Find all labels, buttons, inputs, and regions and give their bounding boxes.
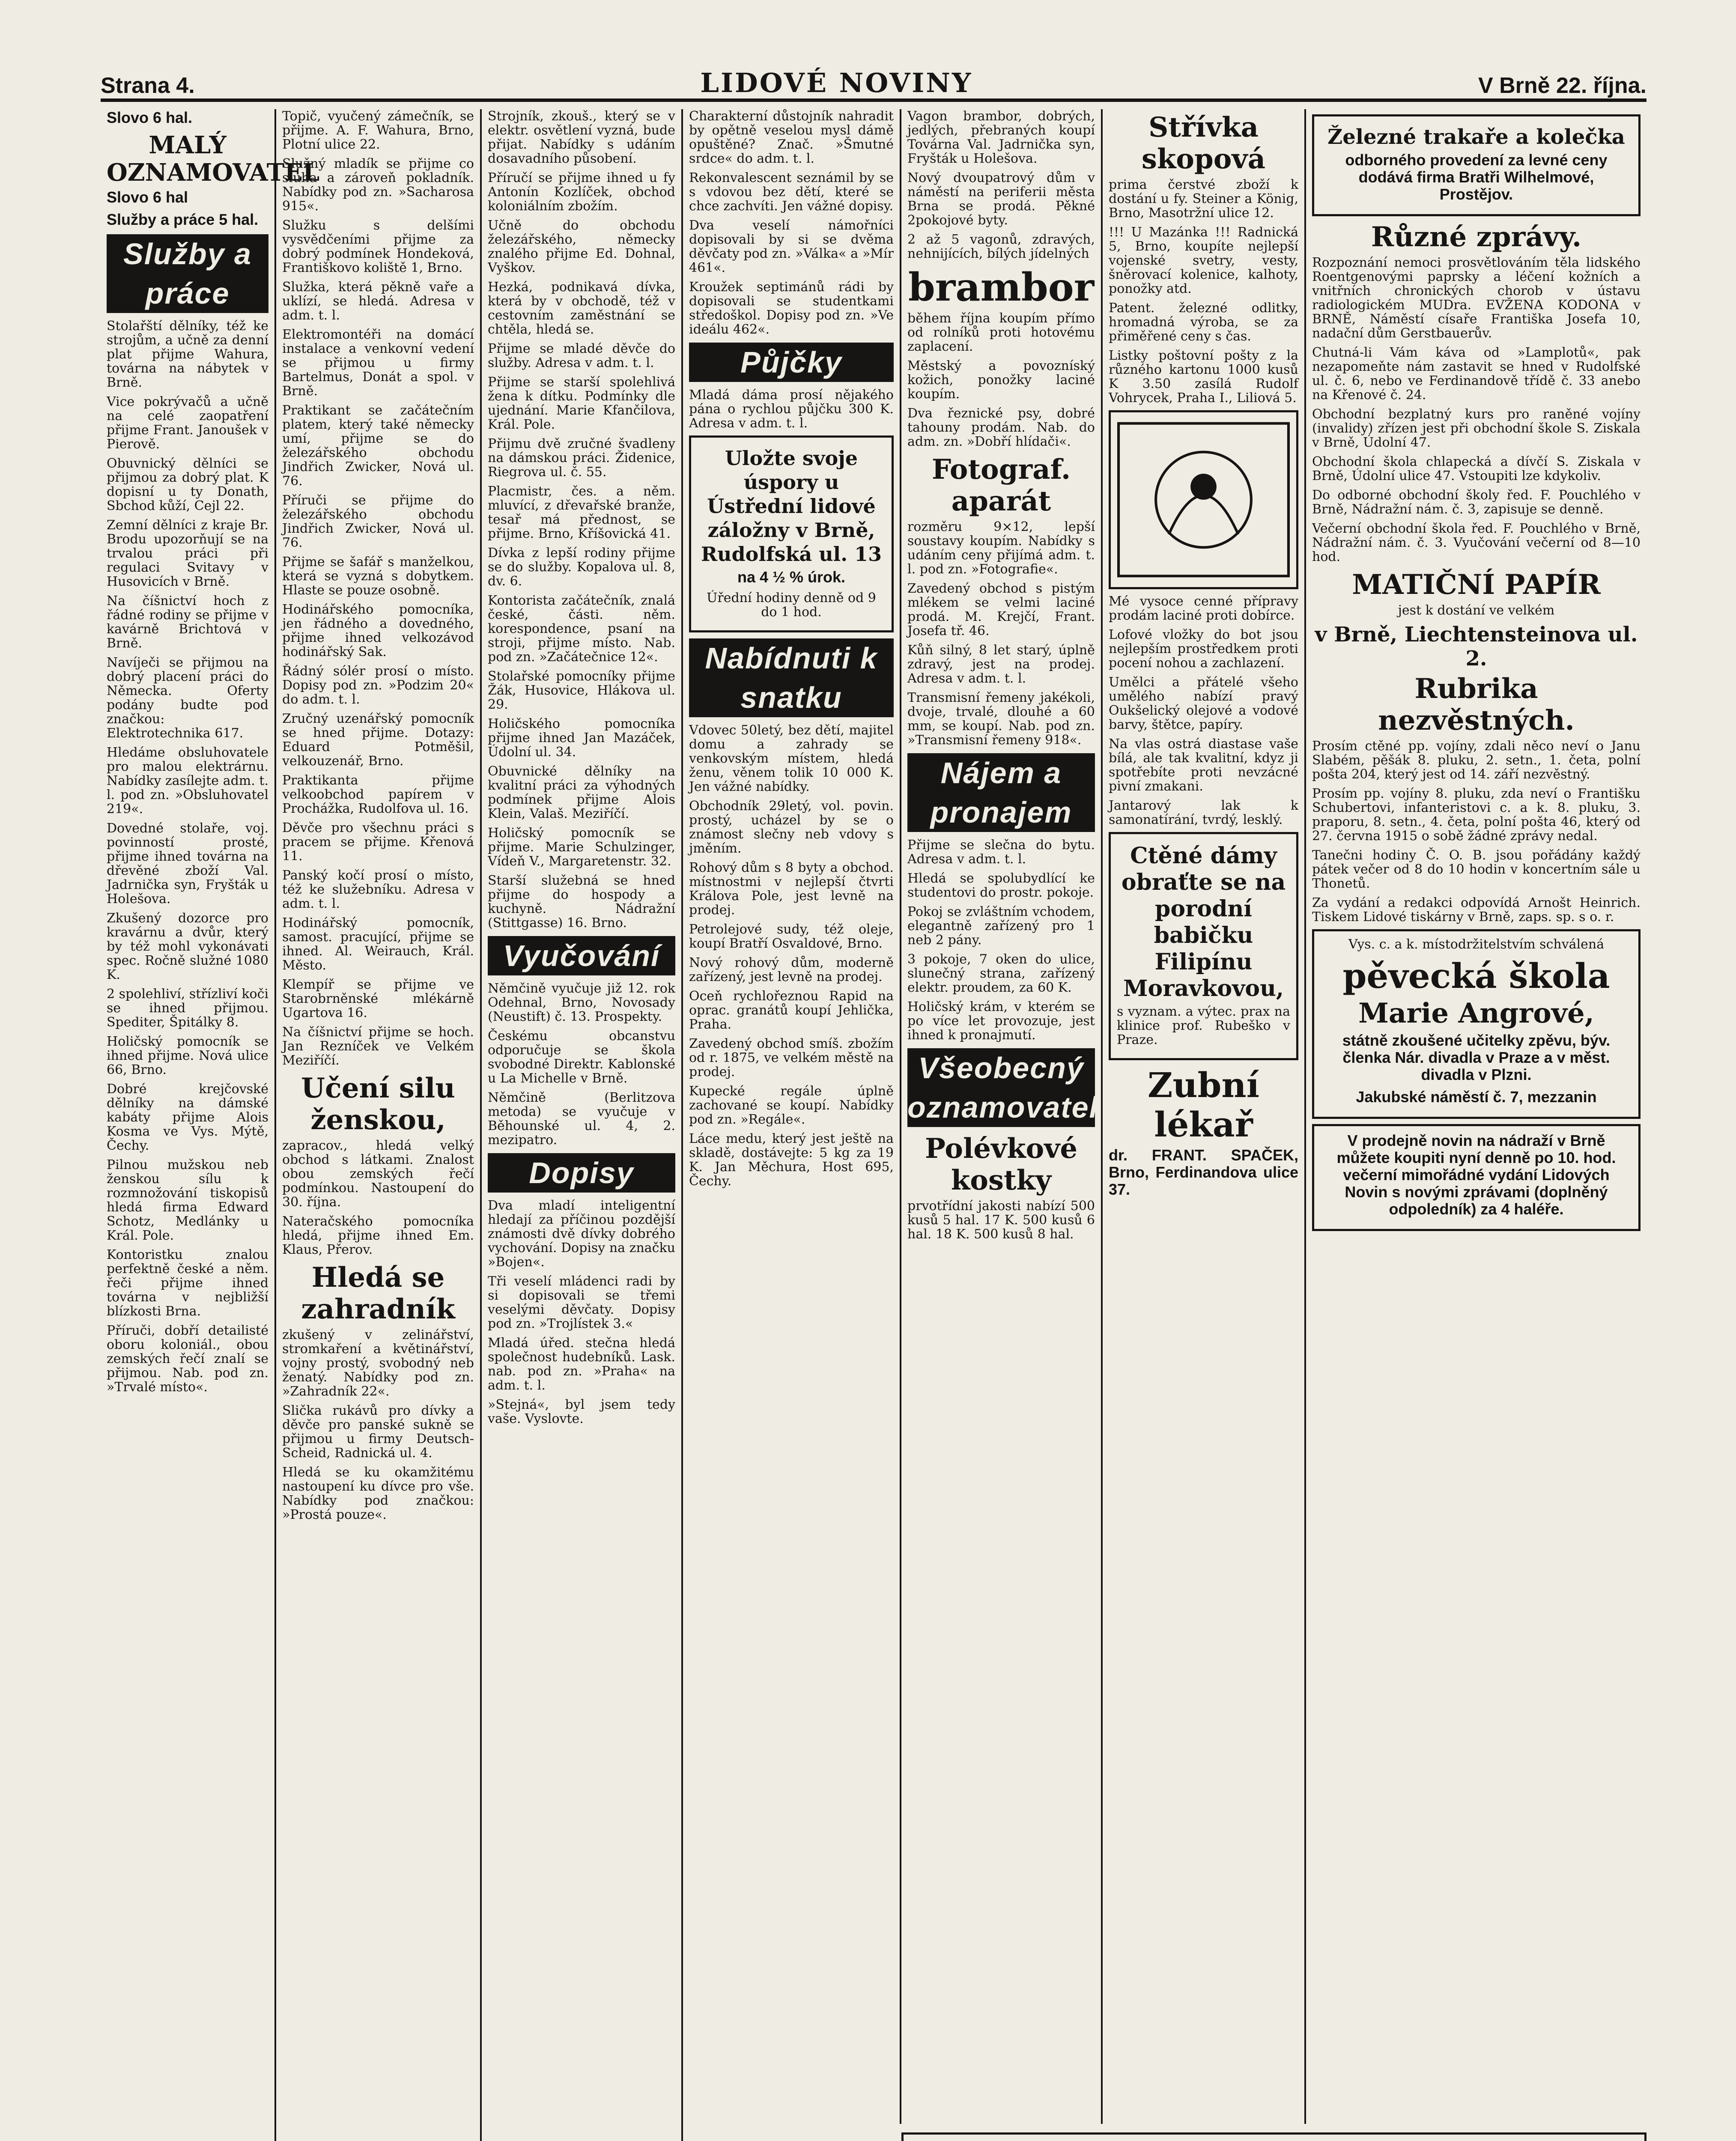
midwife-ad	[1109, 832, 1298, 1060]
col2-ad: Panský kočí prosí o místo, též ke služebníku. Adresa v adm. t. l.	[282, 868, 474, 911]
column-6	[1103, 109, 1306, 2124]
col2-ad: Zručný uzenářský pomocník se hned přijme. Dotazy: Eduard Potměšil, velkouzenář, Brno.	[282, 711, 474, 769]
col2-ad: Příruči se přijme do železářského obchodu Jindřich Zwicker, Nová ul. 76.	[282, 493, 474, 550]
col5-ad: Městský a povozníský kožich, ponožky laciné koupím.	[907, 358, 1095, 402]
col5-big-aparat: Fotograf. aparát	[931, 453, 1071, 517]
col4-ad: Dva veselí námořníci dopisovali by si se dvěma děvčaty pod zn. »Válka« a »Mír 461«.	[689, 218, 894, 275]
col6-ad: !!! U Mazánka !!! Radnická 5, Brno, koupíte nejlepší vojenské svetry, vesty, šněrovací kolenice, kalhoty, ponožky atd.	[1109, 225, 1298, 296]
col2-ad: Řádný sólér prosí o místo. Dopisy pod zn. »Podzim 20« do adm. t. l.	[282, 664, 474, 707]
col7-ad: Obchodní bezplatný kurs pro raněné vojíny (invalidy) zřízen jest při obchodní škole S. Ziskala v Brně, Údolní 47.	[1312, 407, 1641, 450]
col7-ad: Večerní obchodní škola řed. F. Pouchlého v Brně, Nádražní nám. č. 3. Vyučování večerní od 8—10 hod.	[1312, 521, 1641, 564]
col5-ad: Přijme se slečna do bytu. Adresa v adm. t. l.	[907, 838, 1095, 867]
col3-section-banner: Dopisy	[488, 1153, 675, 1193]
col6-ad: Patent. železné odlitky, hromadná výroba, se za přiměřené ceny s čas.	[1109, 301, 1298, 344]
col3-ad: Dívka z lepší rodiny přijme se do služby. Kopalova ul. 8, dv. 6.	[488, 546, 675, 589]
col4-ad: Kupecké regále úplně zachované se koupí. Nabídky pod zn. »Regále«.	[689, 1084, 894, 1127]
col2-headline: Hledá se zahradník	[301, 1261, 455, 1325]
col1-ad: Zkušený dozorce pro kravárnu a dvůr, který by též mohl vykonávati spec. Ročně služné 1080 K.	[107, 911, 268, 982]
col2-ad: zkušený v zelinářství, stromkaření a květinářství, vojny prostý, svobodný neb ženatý. Nabídky pod zn. »Zahradník 22«.	[282, 1327, 474, 1399]
midwife-text: s vyznam. a výtec. prax na klinice prof. Rubeško v Praze.	[1117, 1004, 1290, 1047]
col4-ad: Vdovec 50letý, bez dětí, majitel domu a zahrady se venkovským místem, hledá ženu, věnem tolik 10 000 K. Jen vážné nabídky.	[689, 723, 894, 794]
col2-headline: Učení silu ženskou,	[301, 1072, 455, 1136]
col3-ad: Placmistr, čes. a něm. mluvící, z dřevařské branže, tesař má přednost, se přijme. Brno, Kříšovická 41.	[488, 484, 675, 541]
col1-ad: Zemní dělníci z kraje Br. Brodu upozorňují se na trvalou práci při regulaci Svitavy v Husovicích v Brně.	[107, 518, 268, 589]
col5-ad: 2 až 5 vagonů, zdravých, nehnijících, bílých jídelných	[907, 232, 1095, 261]
col1-masthead-sub: Služby a práce 5 hal.	[107, 211, 259, 228]
col2-ad: Služka, která pěkně vaře a uklízí, se hledá. Adresa v adm. t. l.	[282, 280, 474, 323]
col1-ad: Holičský pomocník se ihned přijme. Nová ulice 66, Brno.	[107, 1034, 268, 1077]
singing-school-sub: státně zkoušené učitelky zpěvu, býv. členka Nár. divadla v Praze a v měst. divadla v Plzni.	[1342, 1032, 1611, 1083]
col3-ad: Holičský pomocník se přijme. Marie Schulzinger, Vídeň V., Margaretenstr. 32.	[488, 826, 675, 869]
col3-ad: Holičského pomocníka přijme ihned Jan Mazáček, Údolní ul. 34.	[488, 716, 675, 760]
photo-supplies-ad	[901, 2132, 1647, 2141]
col4-ad: Rohový dům s 8 byty a obchod. místnostmi v nejlepší čtvrti Králova Pole, jest levně na prodej.	[689, 860, 894, 918]
col3-ad: Mladá úřed. stečna hledá společnost hudebníků. Lask. nab. pod zn. »Praha« na adm. t. l.	[488, 1336, 675, 1393]
column-5	[901, 109, 1103, 2124]
col5-ad: Holičský krám, v kterém se po více let provozuje, jest ihned k pronajmutí.	[907, 999, 1095, 1043]
masthead	[101, 60, 1647, 102]
col6-ad: Jantarový lak k samonatírání, tvrdý, lesklý.	[1109, 798, 1298, 827]
col5-section-banner: Všeobecný oznamovatel	[907, 1048, 1095, 1127]
page-number: Strana 4.	[101, 73, 195, 98]
col5-ad: během října koupím přímo od rolníků proti hotovému zaplacení.	[907, 311, 1095, 354]
col6-ad: Umělci a přátelé všeho umělého nabízí pravý Oukšelický olejové a vodové barvy, štětce, papíry.	[1109, 675, 1298, 732]
col1-ad: Navíječi se přijmou na dobrý placení práci do Německa. Oferty podány budte pod značkou: Elektrotechnika 617.	[107, 655, 268, 741]
col4-ad: Zavedený obchod smíš. zbožím od r. 1875, ve velkém městě na prodej.	[689, 1036, 894, 1079]
col4-ad: Láce medu, který jest ještě na skladě, dostávejte: 5 kg za 19 K. Jan Měchura, Host 695, Čechy.	[689, 1131, 894, 1189]
col3-ad: Přijmu dvě zručné švadleny na dámskou práci. Židenice, Riegrova ul. č. 55.	[488, 436, 675, 480]
evening-edition-text: V prodejně novin na nádraží v Brně můžete koupiti nyní denně po 10. hod. večerní mimořádné vydání Lidových Novin s novými zprávami (doplněný odpoledník) za 4 haléře.	[1336, 1132, 1616, 1218]
col1-ad: Dovedné stolaře, voj. povinností prosté, přijme ihned továrna na dřevěné zboží Val. Jadrnička syn, Fryšták u Holešova.	[107, 821, 268, 906]
col3-ad: Hezká, podnikavá dívka, která by v obchodě, též v cestovním zaměstnání se chtěla, hledá se.	[488, 280, 675, 337]
col6-ad: Listky poštovní pošty z la různého kartonu 1000 kusů K 3.50 zasílá Rudolf Vohrycek, Praha I., Liliová 5.	[1109, 348, 1298, 406]
newspaper-title: LIDOVÉ NOVINY	[700, 67, 973, 98]
col7-headline: Rubrika nezvěstných.	[1378, 673, 1575, 737]
col2-ad: Praktikanta přijme velkoobchod papírem v Prochážka, Rudolfova ul. 16.	[282, 773, 474, 816]
col3-ad: Českému obcanstvu odporučuje se škola svobodné Direktr. Kablonské u La Michelle v Brně.	[488, 1029, 675, 1086]
column-4	[683, 109, 901, 2124]
col2-ad: Hodinářský pomocník, samost. pracující, přijme se ihned. Al. Weirauch, Král. Město.	[282, 915, 474, 973]
savings-bank-rate: na 4 ½ % úrok.	[737, 568, 846, 586]
col4-ad: Oceň rychlořeznou Rapid na oprac. granátů koupí Jehlička, Praha.	[689, 989, 894, 1032]
col2-ad: Hledá se ku okamžitému nastoupení ku dívce pro vše. Nabídky pod značkou: »Prostá pouze«.	[282, 1465, 474, 1522]
col4-ad: Charakterní důstojník nahradit by opětně veselou mysl dámě opuštěné? Znač. »Šmutné srdce« do adm. t. l.	[689, 109, 894, 166]
col5-ad: Pokoj se zvláštním vchodem, elegantně zařízený pro 1 neb 2 pány.	[907, 904, 1095, 948]
col2-ad: Slička rukávů pro dívky a děvče pro panské sukně se přijmou u firmy Deutsch-Scheid, Radnická ul. 4.	[282, 1403, 474, 1461]
col2-ad: Elektromontéři na domácí instalace a venkovní vedení se přijmou u firmy Bartelmus, Donát a spol. v Brně.	[282, 327, 474, 399]
col3-ad: Němčině (Berlitzova metoda) se vyučuje v Běhounské ul. 4, 2. mezipatro.	[488, 1090, 675, 1148]
col1-masthead-left: Slovo 6 hal.	[107, 109, 193, 126]
column-2	[276, 109, 482, 2141]
col1-ad: Vice pokrývačů a učně na celé zaopatření přijme Frant. Janoušek v Pierově.	[107, 394, 268, 452]
col1-ad: Stolařští dělníky, též ke strojům, a učně za denní plat přijme Wahura, továrna na nábytek v Brně.	[107, 319, 268, 390]
col2-ad: Přijme se šafář s manželkou, která se vyzná s dobytkem. Hlaste se pouze osobně.	[282, 555, 474, 598]
singing-school-top: Vys. c. a k. místodržitelstvím schválená	[1348, 937, 1605, 952]
col1-ad: Na číšnictví hoch z řádné rodiny se přijme v kavárně Brichtová v Brně.	[107, 593, 268, 651]
col5-ad: Zavedený obchod s pistým mlékem se velmi laciné prodá. M. Krejčí, Frant. Josefa tř. 46.	[907, 581, 1095, 638]
col3-ad: Učně do obchodu železářského, německy znalého přijme Ed. Dohnal, Vyškov.	[488, 218, 675, 275]
col4-ad: Rekonvalescent seznámil by se s vdovou bez dětí, které se chce zachvíti. Jen vážné dopisy.	[689, 170, 894, 214]
savings-bank-ad	[689, 435, 894, 632]
column-1	[101, 109, 320, 2141]
col1-section-banner: Služby a práce	[107, 234, 268, 313]
col3-ad: Němčině vyučuje již 12. rok Odehnal, Brno, Novosady (Neustift) č. 13. Prospekty.	[488, 981, 675, 1024]
col4-ad: Nový rohový dům, moderně zařízený, jest levně na prodej.	[689, 955, 894, 984]
col5-ad: Dva řeznické psy, dobré tahouny prodám. Nab. do adm. zn. »Dobří hlídači«.	[907, 406, 1095, 449]
col1-masthead-big: MALÝ OZNAMOVATEL	[107, 131, 320, 187]
col1-ad: Kontoristku znalou perfektně české a něm. řeči přijme ihned továrna v nejbližší blízkosti Brna.	[107, 1247, 268, 1319]
col4-section-banner: Nabídnuti k snatku	[689, 638, 894, 717]
col3-ad: Příručí se přijme ihned u fy Antonín Kozlíček, obchod koloniálním zbožím.	[488, 170, 675, 214]
col5-ad: rozměru 9×12, lepší soustavy koupím. Nabídky s udáním ceny přijímá adm. t. l. pod zn. »Fotografie«.	[907, 519, 1095, 577]
col1-ad: Hledáme obsluhovatele pro malou elektrárnu. Nabídky zasílejte adm. t. l. pod zn. »Obsluhovatel 219«.	[107, 745, 268, 817]
col5-ad: Nový dvoupatrový dům v náměstí na periferii města Brna se prodá. Pěkné 2pokojové byty.	[907, 170, 1095, 228]
col2-ad: Praktikant se začátečním platem, který také německy umí, přijme se do železářského obchodu Jindřich Zwicker, Nová ul. 76.	[282, 403, 474, 489]
col6-big-dentist: Zubní lékař	[1147, 1065, 1260, 1145]
col5-big-brambor: brambor	[908, 265, 1095, 310]
col7-ad: Do odborné obchodní školy řed. F. Pouchlého v Brně, Nádražní nám. č. 3, zapisuje se denně.	[1312, 488, 1641, 517]
singing-school-ad	[1312, 929, 1641, 1119]
col5-ad: Vagon brambor, dobrých, jedlých, přebraných koupí Továrna Val. Jadrnička syn, Fryšták u Holešova.	[907, 109, 1095, 166]
col3-ad: Stolařské pomocníky přijme Žák, Husovice, Hlákova ul. 29.	[488, 669, 675, 712]
trakare-text: odborného provedení za levné ceny dodává firma Bratři Wilhelmové, Prostějov.	[1345, 151, 1608, 203]
col3-ad: Kontorista začátečník, znalá české, části. něm. korespondence, psaní na stroji, přijme místo. Nab. pod zn. »Začátečnice 12«.	[488, 593, 675, 665]
dateline: V Brně 22. října.	[1478, 73, 1647, 98]
col2-ad: Hodinářského pomocníka, jen řádného a dovedného, přijme ihned velkozávod hodinářský Sak.	[282, 602, 474, 659]
evening-edition-ad	[1312, 1124, 1641, 1231]
col2-ad: zapracov., hledá velký obchod s látkami. Znalost obou zemských řečí podmínkou. Nastoupení do 30. října.	[282, 1138, 474, 1210]
col7-ad: Obchodní škola chlapecká a dívčí S. Ziskala v Brně, Údolní ulice 47. Vstoupiti lze kdykoliv.	[1312, 454, 1641, 483]
singing-school-title: pěvecká škola	[1342, 956, 1610, 996]
col1-ad: Pilnou mužskou neb ženskou sílu k rozmnožování tiskopisů hledá firma Edward Schotz, Medlánky u Král. Pole.	[107, 1157, 268, 1243]
col4-ad: Petrolejové sudy, též oleje, koupí Bratří Osvaldové, Brno.	[689, 922, 894, 951]
col2-ad: Děvče pro všechnu práci s pracem se přijme. Křenová 11.	[282, 820, 474, 864]
col2-ad: Služku s delšími vysvědčeními přijme za dobrý podmínek Hondeková, Františkovo koliště 1, Brno.	[282, 218, 474, 275]
col2-ad: Topič, vyučený zámečník, se přijme. A. F. Wahura, Brno, Plotní ulice 22.	[282, 109, 474, 152]
col5-big-kostky: Polévkové kostky	[925, 1133, 1078, 1196]
col3-ad: Přijme se mladé děvče do služby. Adresa v adm. t. l.	[488, 341, 675, 370]
col4-ad: Mladá dáma prosí nějakého pána o rychlou půjčku 300 K. Adresa v adm. t. l.	[689, 388, 894, 431]
col1-ad: Dobré krejčovské dělníky na dámské kabáty přijme Alois Kosma ve Vys. Mýtě, Čechy.	[107, 1082, 268, 1153]
midwife-title: Ctěné dámy obraťte se na porodní babičku Filipínu Moravkovou,	[1121, 843, 1286, 1002]
col7-big-address: v Brně, Liechtensteinova ul. 2.	[1315, 623, 1638, 671]
col7-ad: Prosím ctěné pp. vojíny, zdali něco neví o Janu Slabém, pěšák 8. pluku, 2. setn., 1. četa, polní pošta 204, který jest od 14. září nezvěstný.	[1312, 739, 1641, 782]
col6-big-strivka: Střívka skopová	[1141, 111, 1266, 175]
col5-ad: prvotřídní jakosti nabízí 500 kusů 5 hal. 17 K. 500 kusů 6 hal. 18 K. 500 kusů 8 hal.	[907, 1199, 1095, 1242]
column-3	[482, 109, 683, 2141]
singing-school-name: Marie Angrové,	[1358, 997, 1594, 1029]
col2-ad: Nateračského pomocníka hledá, přijme ihned Em. Klaus, Přerov.	[282, 1214, 474, 1257]
col2-ad: Na číšnictví přijme se hoch. Jan Rezníček ve Velkém Meziříčí.	[282, 1025, 474, 1068]
trakare-ad	[1312, 114, 1641, 216]
col1-masthead-right: Slovo 6 hal	[107, 188, 188, 206]
savings-bank-hours: Úřední hodiny denně od 9 do 1 hod.	[707, 590, 876, 620]
col6-ad: Na vlas ostrá diastase vaše bílá, ale tak kvalitní, kdyz ji spotřebíte proti nevzácné pivní zmakani.	[1109, 737, 1298, 794]
col5-ad: Kůň silný, 8 let starý, úplně zdravý, jest na prodej. Adresa v adm. t. l.	[907, 643, 1095, 686]
col7-ad: Za vydání a redakci odpovídá Arnošt Heinrich. Tiskem Lidové tiskárny v Brně, zaps. sp. s o. r.	[1312, 895, 1641, 924]
col7-ad: Rozpoznání nemoci prosvětlováním těla lidského Roentgenovými paprsky a léčení kožních a vnitřních chronických chorob v ústavu radiologickém MUDra. EVŽENA KODONA v BRNĚ, Náměstí císaře Františka Josefa 10, nadační dům Gerstbauerův.	[1312, 255, 1641, 341]
col7-headline: Různé zprávy.	[1371, 221, 1582, 253]
col3-section-banner: Vyučování	[488, 936, 675, 975]
col7-ad: Prosím pp. vojíny 8. pluku, zda neví o Františku Schubertovi, infanteristovi c. a k. 8. pluku, 3. praporu, 8. setn., 4. četa, polní pošta 46, který od 27. června 1915 o sobě žádné zprávy nedal.	[1312, 786, 1641, 844]
col3-ad: Tři veselí mládenci radi by si dopisovali se třemi veselými děvčaty. Dopisy pod zn. »Trojlístek 3.«	[488, 1274, 675, 1331]
col1-ad: 2 spolehliví, střízliví koči se ihned přijmou. Spediter, Špitálky 8.	[107, 987, 268, 1030]
trakare-title: Železné trakaře a kolečka	[1327, 125, 1625, 149]
col3-ad: Obuvnické dělníky na kvalitní práci za výhodných podmínek přijme Alois Klein, Valaš. Meziříčí.	[488, 764, 675, 821]
col7-ad: jest k dostání ve velkém	[1398, 603, 1555, 618]
col2-ad: Služný mladík se přijme co sluha a zároveň pokladník. Nabídky pod zn. »Sacharosa 915«.	[282, 156, 474, 214]
column-7	[1306, 109, 1647, 2124]
col3-ad: Dva mladí inteligentní hledají za příčinou pozdější známosti dvě dívky dobrého vychování. Dopisy na značku »Bojen«.	[488, 1198, 675, 1270]
col4-ad: Obchodník 29letý, vol. povin. prostý, ucházel by se o známost slečny neb vdovy s jměním.	[689, 799, 894, 856]
col4-ad: Kroužek septimánů rádi by dopisovali se studentkami středoškol. Dopisy pod zn. »Ve ideálu 462«.	[689, 280, 894, 337]
col7-ad: Tanečni hodiny Č. O. B. jsou pořádány každý pátek večer od 8 do 10 hodin v koncertním sále u Thonetů.	[1312, 848, 1641, 891]
savings-bank-title: Uložte svoje úspory u Ústřední lidové záložny v Brně, Rudolfská ul. 13	[701, 447, 882, 566]
decorative-illustration	[1117, 418, 1290, 581]
col3-ad: Starší služebná se hned přijme do hospody a kuchyně. Nádražní (Stittgasse) 16. Brno.	[488, 873, 675, 930]
singing-school-address: Jakubské náměstí č. 7, mezzanin	[1356, 1088, 1597, 1106]
illustration-frame	[1109, 410, 1298, 589]
col5-ad: Hledá se spolubydlící ke studentovi do prostr. pokoje.	[907, 871, 1095, 900]
col3-ad: Přijme se starší spolehlivá žena k dítku. Podmínky dle ujednání. Marie Kfančilova, Král. Pole.	[488, 375, 675, 432]
col7-big-matricni: MATIČNÍ PAPÍR	[1352, 569, 1601, 601]
dentist-name: dr. FRANT. SPAČEK, Brno, Ferdinandova ulice 37.	[1109, 1146, 1298, 1198]
col6-ad: prima čerstvé zboží k dostání u fy. Steiner a König, Brno, Masotržní ulice 12.	[1109, 177, 1298, 221]
col5-ad: Transmisní řemeny jakékoli, dvoje, trvalé, dlouhé a 60 mm, se koupí. Nab. pod zn. »Transmisní řemeny 918«.	[907, 690, 1095, 748]
col5-section-banner: Nájem a pronajem	[907, 753, 1095, 832]
col3-ad: Strojník, zkouš., který se v elektr. osvětlení vyzná, bude přijat. Nabídky s udáním dosavadního působení.	[488, 109, 675, 166]
col3-ad: »Stejná«, byl jsem tedy vaše. Vyslovte.	[488, 1397, 675, 1426]
col4-section-banner: Půjčky	[689, 343, 894, 382]
col6-ad: Lofové vložky do bot jsou nejlepším prostředkem proti pocení nohou a zachlazení.	[1109, 627, 1298, 671]
col5-ad: 3 pokoje, 7 oken do ulice, slunečný strana, zařízený elektr. proudem, za 60 K.	[907, 952, 1095, 995]
col6-ad: Mé vysoce cenné přípravy prodám laciné proti dobírce.	[1109, 594, 1298, 623]
col1-ad: Příruči, dobří detailisté oboru koloniál., obou zemských řečí znalí se přijmou. Nab. pod zn. »Trvalé místo«.	[107, 1323, 268, 1395]
col1-ad: Obuvnický dělníci se přijmou za dobrý plat. K dopisní u ty Donath, Sbchod kůží, Cejl 22.	[107, 456, 268, 513]
col7-ad: Chutná-li Vám káva od »Lamplotů«, pak nezapomeňte nám zastavit se hned v Rudolfské ul. č. 6, nebo ve Ferdinandově třídě č. 33 anebo na Křenové č. 24.	[1312, 345, 1641, 403]
col2-ad: Klempíř se přijme ve Starobrněnské mlékárně Ugartova 16.	[282, 977, 474, 1020]
